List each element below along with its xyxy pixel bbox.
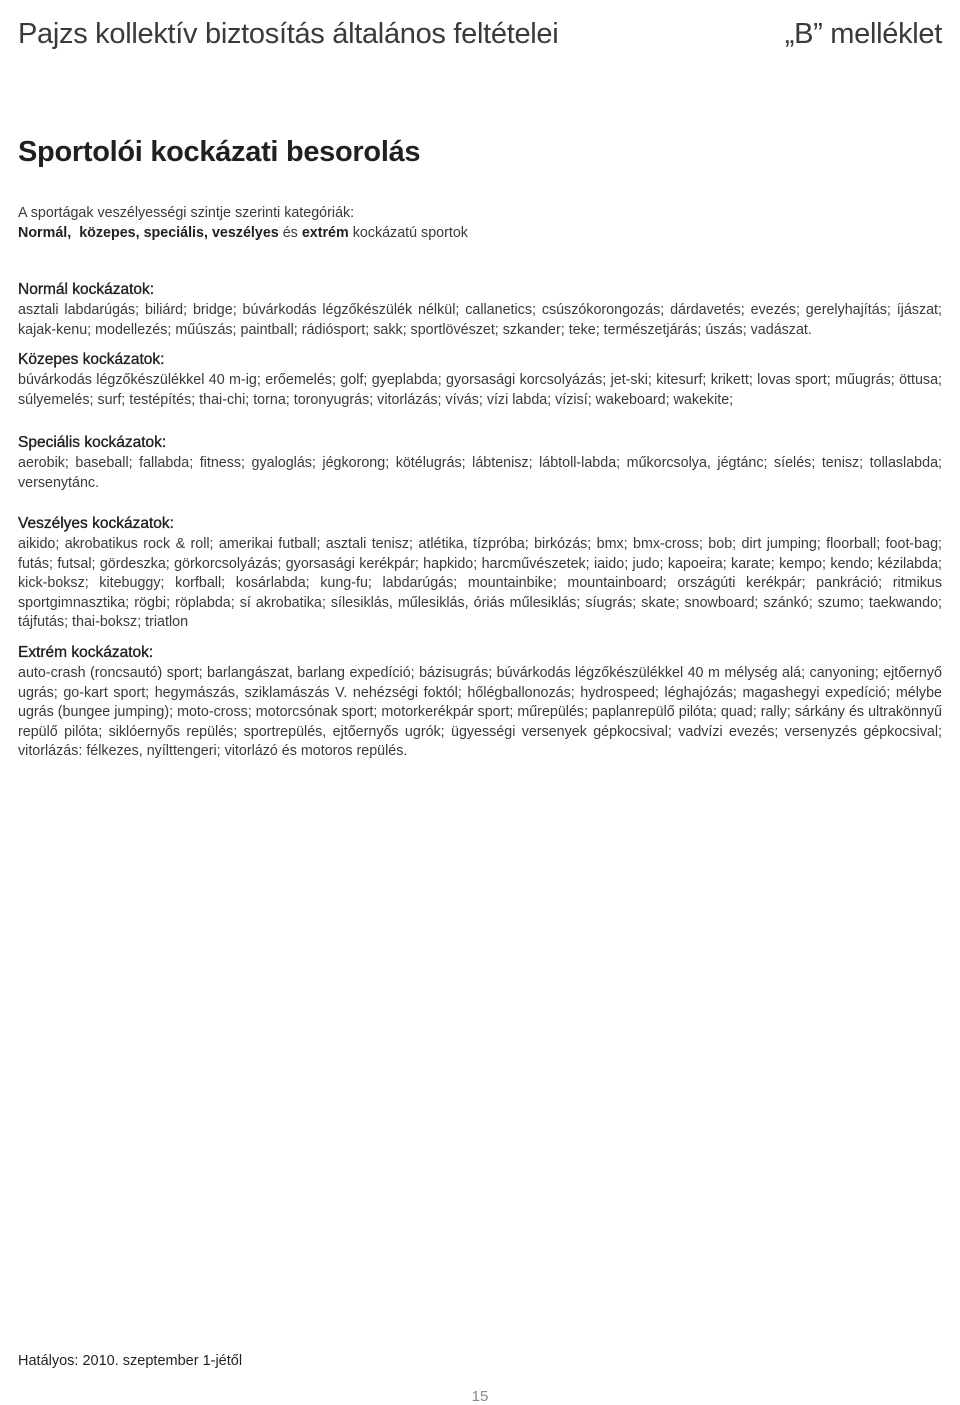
category-specialis: speciális,: [143, 224, 208, 241]
section-kozepes: [18, 350, 942, 410]
section-heading: Extrém kockázatok:: [18, 644, 154, 661]
intro-conjunction: és: [282, 224, 298, 241]
effective-date: Hatályos: 2010. szeptember 1-jétől: [18, 1353, 243, 1369]
intro-categories-line: [18, 224, 942, 244]
section-heading: Normál kockázatok:: [18, 281, 155, 298]
page-header: [18, 18, 942, 58]
document-title-header: Pajzs kollektív biztosítás általános feltételei: [18, 18, 559, 50]
intro-block: [18, 204, 942, 243]
section-text: asztali labdarúgás; biliárd; bridge; búvárkodás légzőkészülék nélkül; callanetics; csúszókorongozás; dárdavetés; evezés; gerelyhajítás; íjászat; kajak-kenu; modellezés; műúszás; paintball; rádiósport; sakk; sportlövészet; szkander; teke; természetjárás; úszás; vadászat.: [18, 302, 942, 338]
category-normal: Normál,: [18, 224, 72, 241]
section-extrem: [18, 643, 942, 762]
section-heading: Közepes kockázatok:: [18, 351, 165, 368]
section-text: auto-crash (roncsautó) sport; barlangászat, barlang expedíció; bázisugrás; búvárkodás légzőkészülékkel 40 m mélység alá; canyoning; ejtőernyő ugrás; go-kart sport; hegymászás, sziklamászás V. nehézségi foktól; hőlégballonozás; hydrospeed; léghajózás; magashegyi expedíció; mélybe ugrás (bungee jumping); moto-cross; motorcsónak sport; motorkerékpár sport; műrepülés; paplanrepülő pilóta; quad; rally; sárkány és ultrakönnyű repülő pilóta; siklóernyős repülés; sportrepülés, ejtőernyős ugrók; ügyességi versenyek gépkocsival; vadvízi evezés; versenyzés gépkocsival; vitorlázás: félkezes, nyílttengeri; vitorlázó és motoros repülés.: [18, 665, 942, 759]
page-title: Sportolói kockázati besorolás: [18, 136, 421, 168]
section-normal: [18, 280, 942, 340]
section-text: aikido; akrobatikus rock & roll; amerikai futball; asztali tenisz; atlétika, tízpróba; birkózás; bmx; bmx-cross; bob; dirt jumping; floorball; foot-bag; futás; futsal; gördeszka; görkorcsolyázás; gyorsasági kerékpár; hapkido; harcművészetek; iaido; judo; kapoeira; karate; kempo; kendo; kézilabda; kick-boksz; kitebuggy; korfball; kosárlabda; kung-fu; labdarúgás; mountainbike; mountainboard; országúti kerékpár; pankráció; ritmikus sportgimnasztika; rögbi; röplabda; sí akrobatika; sílesiklás, műlesiklás, óriás műlesiklás; síugrás; skate; snowboard; szánkó; szumo; taekwando; tájfutás; thai-boksz; triatlon: [18, 536, 942, 630]
section-veszelyes: [18, 514, 942, 633]
section-specialis: [18, 433, 942, 493]
category-extrem: extrém: [301, 224, 349, 241]
category-veszelyes: veszélyes: [211, 224, 279, 241]
section-text: aerobik; baseball; fallabda; fitness; gyaloglás; jégkorong; kötélugrás; lábtenisz; lábtoll-labda; műkorcsolya, jégtánc; síelés; tenisz; tollaslabda; versenytánc.: [18, 455, 942, 491]
page-number: 15: [471, 1388, 489, 1405]
section-text: búvárkodás légzőkészülékkel 40 m-ig; erőemelés; golf; gyeplabda; gyorsasági korcsolyázás; jet-ski; kitesurf; krikett; lovas sport; műugrás; öttusa; súlyemelés; surf; testépítés; thai-chi; torna; toronyugrás; vitorlázás; vívás; vízi labda; vízisí; wakeboard; wakekite;: [18, 372, 942, 408]
intro-line: A sportágak veszélyességi szintje szerinti kategóriák:: [18, 205, 355, 221]
intro-tail: kockázatú sportok: [352, 224, 468, 241]
section-heading: Veszélyes kockázatok:: [18, 515, 174, 532]
category-kozepes: közepes,: [79, 224, 140, 241]
section-heading: Speciális kockázatok:: [18, 434, 167, 451]
appendix-label: „B” melléklet: [784, 18, 942, 50]
